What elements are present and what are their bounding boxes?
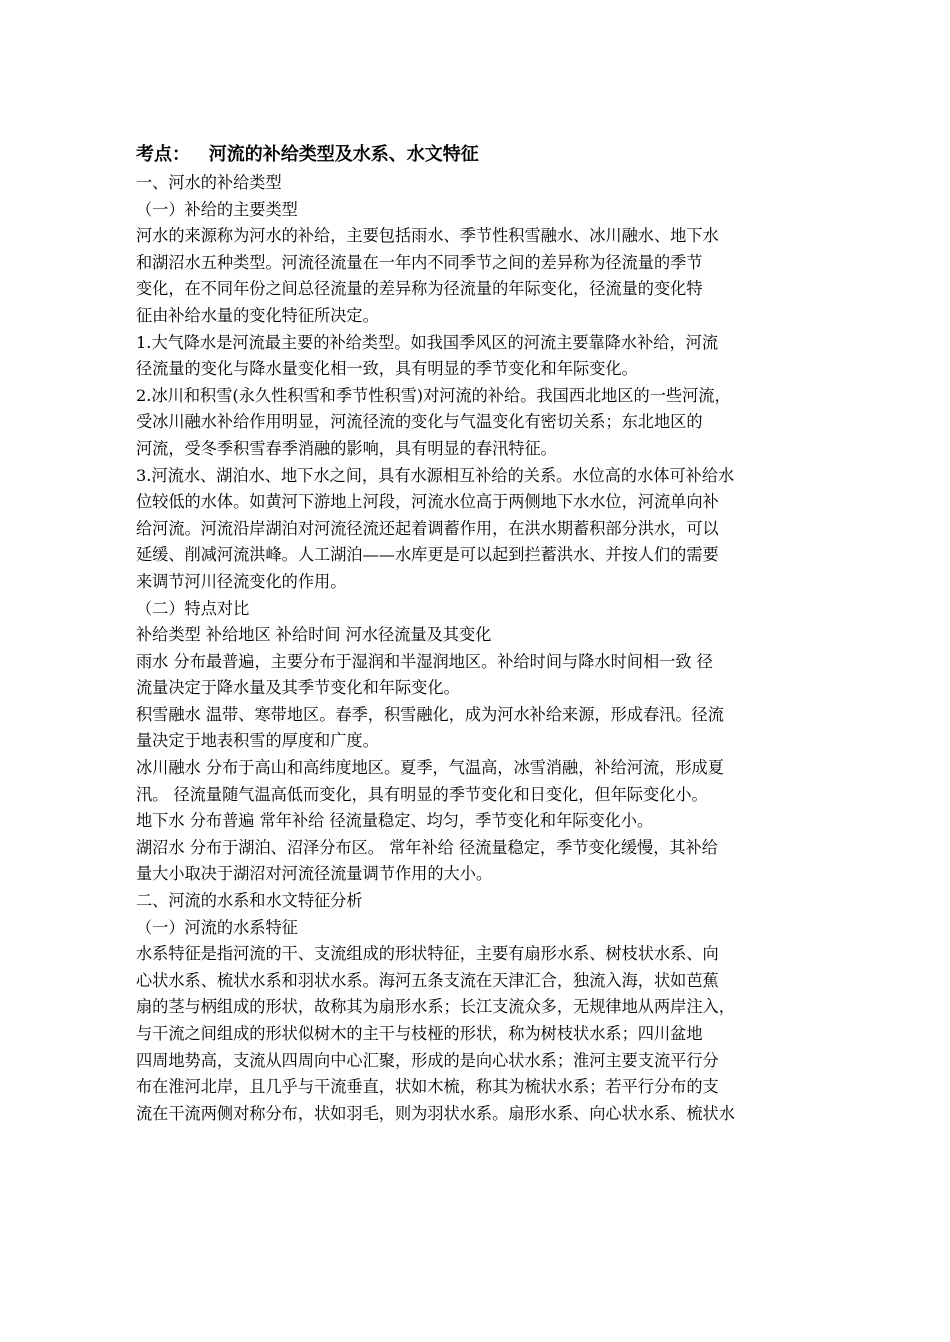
text-line: 征由补给水量的变化特征所决定。: [136, 305, 379, 325]
text-line: 来调节河川径流变化的作用。: [136, 571, 347, 591]
text-line: 位较低的水体。如黄河下游地上河段，河流水位高于两侧地下水水位，河流单向补: [136, 492, 719, 512]
text-line: 水系特征是指河流的干、支流组成的形状特征，主要有扇形水系、树枝状水系、向: [136, 944, 719, 964]
text-line: 积雪融水 温带、寒带地区。春季，积雪融化，成为河水补给来源，形成春汛。径流: [136, 704, 724, 724]
text-line: 河水的来源称为河水的补给，主要包括雨水、季节性积雪融水、冰川融水、地下水: [136, 226, 719, 246]
text-line: 给河流。河流沿岸湖泊对河流径流还起着调蓄作用，在洪水期蓄积部分洪水，可以: [136, 518, 719, 538]
text-line: 河流，受冬季积雪春季消融的影响，具有明显的春汛特征。: [136, 438, 557, 458]
text-line: 2.冰川和积雪(永久性积雪和季节性积雪)对河流的补给。我国西北地区的一些河流，: [136, 385, 731, 405]
text-line: 1.大气降水是河流最主要的补给类型。如我国季风区的河流主要靠降水补给，河流: [136, 332, 719, 352]
text-line: 量大小取决于湖沼对河流径流量调节作用的大小。: [136, 864, 493, 884]
text-line: 和湖沼水五种类型。河流径流量在一年内不同季节之间的差异称为径流量的季节: [136, 252, 703, 272]
text-line: 四周地势高，支流从四周向中心汇聚，形成的是向心状水系；淮河主要支流平行分: [136, 1050, 719, 1070]
text-line: 3.河流水、湖泊水、地下水之间，具有水源相互补给的关系。水位高的水体可补给水: [136, 465, 735, 485]
text-line: （二）特点对比: [136, 598, 250, 618]
text-line: 扇的茎与柄组成的形状，故称其为扇形水系；长江支流众多，无规律地从两岸注入，: [136, 997, 735, 1017]
text-line: 变化，在不同年份之间总径流量的差异称为径流量的年际变化，径流量的变化特: [136, 279, 703, 299]
text-line: 延缓、削减河流洪峰。人工湖泊——水库更是可以起到拦蓄洪水、并按人们的需要: [136, 545, 719, 565]
text-line: 与干流之间组成的形状似树木的主干与枝桠的形状，称为树枝状水系；四川盆地: [136, 1024, 703, 1043]
text-line: 二、河流的水系和水文特征分析: [136, 891, 363, 911]
text-line: 流在干流两侧对称分布，状如羽毛，则为羽状水系。扇形水系、向心状水系、梳状水: [136, 1103, 735, 1123]
document-page: [136, 141, 822, 1127]
text-line: 一、河水的补给类型: [136, 173, 282, 192]
text-line: 补给类型 补给地区 补给时间 河水径流量及其变化: [136, 625, 492, 645]
text-line: 地下水 分布普遍 常年补给 径流量稳定、均匀，季节变化和年际变化小。: [136, 811, 654, 831]
text-line: （一）补给的主要类型: [136, 199, 298, 219]
text-line: 汛。 径流量随气温高低而变化，具有明显的季节变化和日变化，但年际变化小。: [136, 784, 708, 804]
text-line: 心状水系、梳状水系和羽状水系。海河五条支流在天津汇合，独流入海，状如芭蕉: [136, 970, 719, 990]
text-line: 流量决定于降水量及其季节变化和年际变化。: [136, 678, 460, 698]
text-line: 量决定于地表积雪的厚度和广度。: [136, 731, 379, 751]
text-line: 受冰川融水补给作用明显，河流径流的变化与气温变化有密切关系；东北地区的: [136, 412, 703, 432]
document-title: 考点： 河流的补给类型及水系、水文特征: [136, 144, 479, 165]
text-line: 布在淮河北岸，且几乎与干流垂直，状如木梳，称其为梳状水系；若平行分布的支: [136, 1077, 719, 1097]
document-body: [136, 170, 822, 1127]
text-line: 雨水 分布最普遍，主要分布于湿润和半湿润地区。补给时间与降水时间相一致 径: [136, 651, 713, 671]
text-line: 湖沼水 分布于湖泊、沼泽分布区。 常年补给 径流量稳定，季节变化缓慢，其补给: [136, 837, 718, 857]
text-line: 冰川融水 分布于高山和高纬度地区。夏季，气温高，冰雪消融，补给河流，形成夏: [136, 758, 724, 778]
text-line: （一）河流的水系特征: [136, 917, 298, 937]
text-line: 径流量的变化与降水量变化相一致，具有明显的季节变化和年际变化。: [136, 359, 638, 379]
